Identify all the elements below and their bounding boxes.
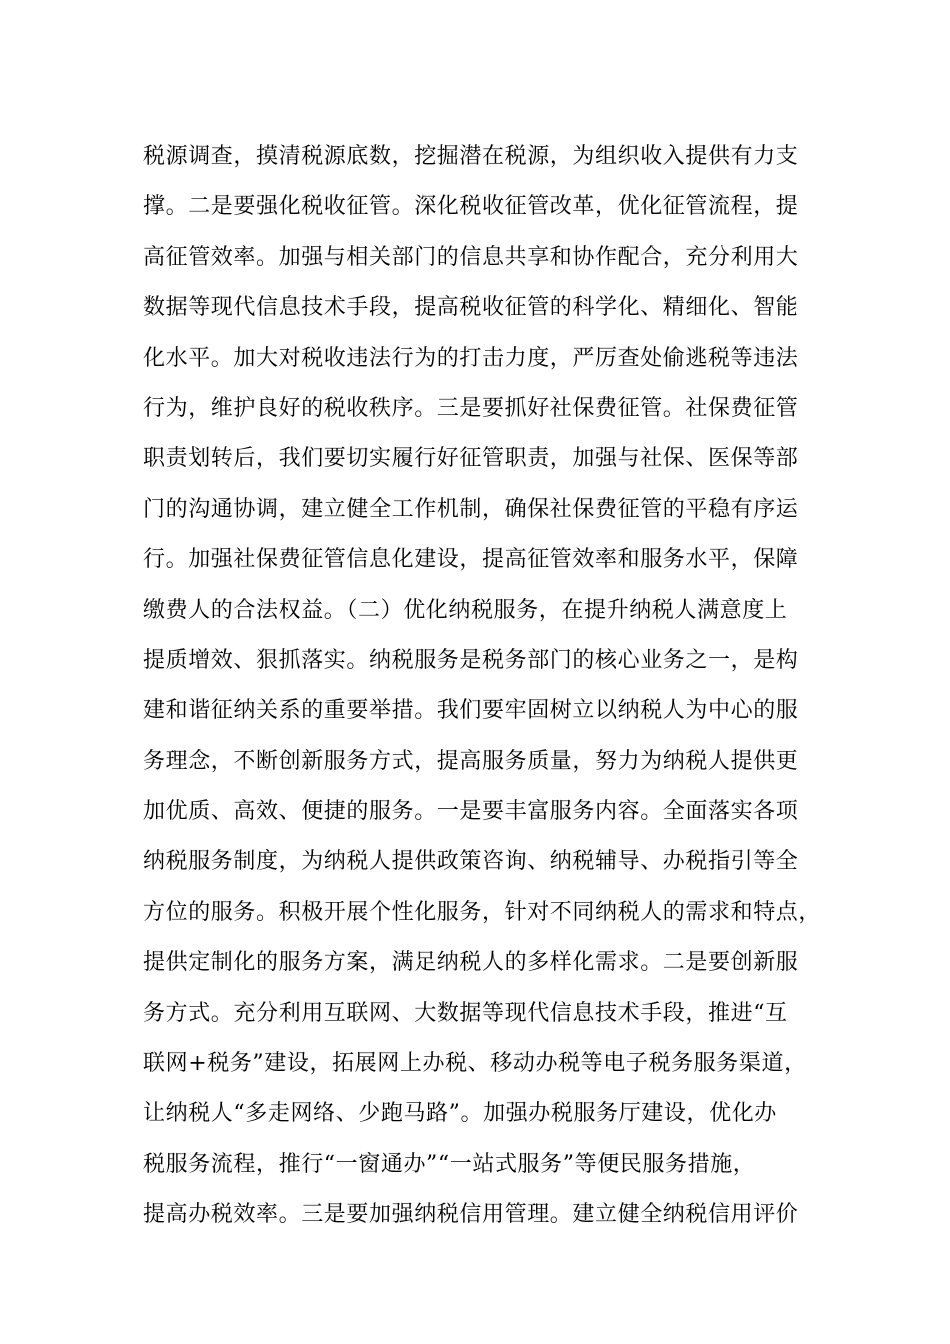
text-line: 务理念，不断创新服务方式，提高服务质量，努力为纳税人提供更 (143, 748, 799, 774)
text-line: 纳税服务制度，为纳税人提供政策咨询、纳税辅导、办税指引等全 (143, 849, 799, 875)
text-line: 提高办税效率。三是要加强纳税信用管理。建立健全纳税信用评价 (143, 1202, 799, 1228)
text-line: 行。加强社保费征管信息化建设，提高征管效率和服务水平，保障 (143, 547, 799, 573)
text-line: 方位的服务。积极开展个性化服务，针对不同纳税人的需求和特点， (143, 899, 822, 925)
text-line: 税服务流程，推行“一窗通办”“一站式服务”等便民服务措施， (143, 1151, 756, 1177)
text-line: 职责划转后，我们要切实履行好征管职责，加强与社保、医保等部 (143, 446, 799, 472)
text-line: 务方式。充分利用互联网、大数据等现代信息技术手段，推进“互 (143, 1000, 788, 1026)
text-line: 撑。二是要强化税收征管。深化税收征管改革，优化征管流程，提 (143, 194, 799, 220)
text-line: 加优质、高效、便捷的服务。一是要丰富服务内容。全面落实各项 (143, 799, 799, 825)
text-line: 行为，维护良好的税收秩序。三是要抓好社保费征管。社保费征管 (143, 395, 799, 421)
text-line: 提质增效、狠抓落实。纳税服务是税务部门的核心业务之一，是构 (143, 647, 799, 673)
text-line: 让纳税人“多走网络、少跑马路”。加强办税服务厅建设，优化办 (143, 1101, 777, 1127)
text-line: 提供定制化的服务方案，满足纳税人的多样化需求。二是要创新服 (143, 950, 799, 976)
text-line: 税源调查，摸清税源底数，挖掘潜在税源，为组织收入提供有力支 (143, 144, 799, 169)
text-line: 数据等现代信息技术手段，提高税收征管的科学化、精细化、智能 (143, 295, 799, 321)
text-line: 建和谐征纳关系的重要举措。我们要牢固树立以纳税人为中心的服 (143, 698, 799, 724)
text-line: 门的沟通协调，建立健全工作机制，确保社保费征管的平稳有序运 (143, 496, 799, 522)
text-line: 高征管效率。加强与相关部门的信息共享和协作配合，充分利用大 (143, 244, 799, 270)
text-line: 化水平。加大对税收违法行为的打击力度，严厉查处偷逃税等违法 (143, 345, 799, 371)
text-line: 缴费人的合法权益。（二）优化纳税服务，在提升纳税人满意度上 (143, 597, 788, 623)
text-line: 联网+税务”建设，拓展网上办税、移动办税等电子税务服务渠道， (143, 1051, 807, 1077)
body-text (143, 132, 823, 1241)
